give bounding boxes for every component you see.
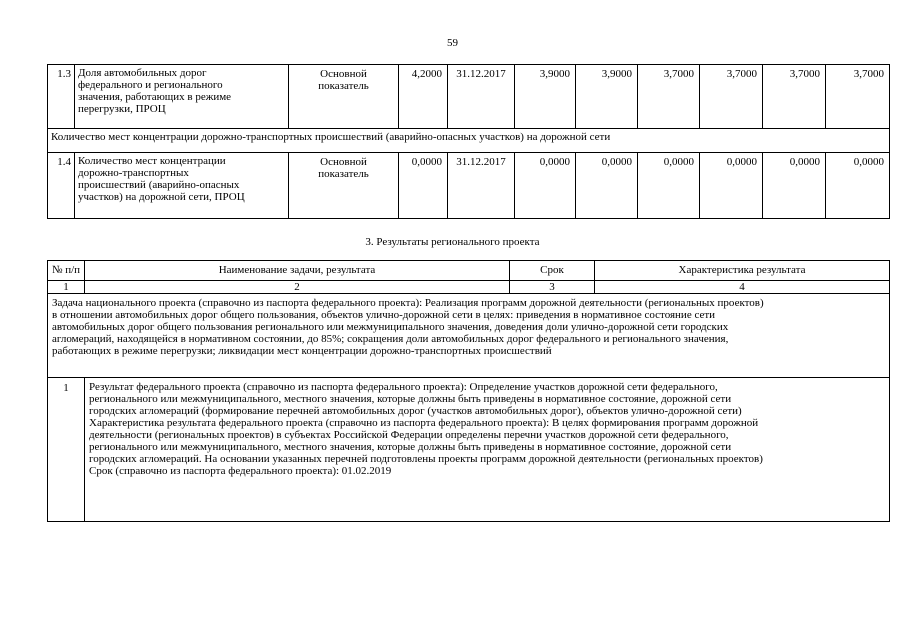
column-number: 2 [85, 281, 510, 294]
column-number: 3 [510, 281, 595, 294]
task-row [48, 294, 890, 378]
indicator-year-value: 0,0000 [638, 153, 700, 219]
indicator-year-value: 3,7000 [700, 65, 763, 129]
results-table [47, 260, 890, 522]
indicator-base-date: 31.12.2017 [448, 153, 515, 219]
indicator-year-value: 3,7000 [763, 65, 826, 129]
indicator-base-value: 4,2000 [399, 65, 448, 129]
indicator-number: 1.4 [48, 153, 75, 219]
indicator-type: Основной показатель [289, 153, 399, 219]
indicator-year-value: 3,7000 [638, 65, 700, 129]
result-row [48, 378, 890, 522]
indicator-section-heading: Количество мест концентрации дорожно-транспортных происшествий (аварийно-опасных участков) на дорожной сети [48, 129, 890, 153]
indicator-number: 1.3 [48, 65, 75, 129]
column-header: Срок [510, 261, 595, 281]
indicator-row [48, 153, 890, 219]
column-number: 4 [595, 281, 890, 294]
indicator-name: Доля автомобильных дорог федерального и регионального значения, работающих в режиме перегрузки, ПРОЦ [75, 65, 289, 129]
national-project-task: Задача национального проекта (справочно из паспорта федерального проекта): Реализация программ дорожной деятельности (региональных проектов) в отношении автомобильных дорог общего пользования, объектов улично-дорожной сети в целях: приведения в нормативное состояние сети автомобильных дорог общего пользования регионального или межмуниципального значения, доведения доли улично-дорожной сети городских агломераций, находящейся в нормативном состоянии, до 85%; сокращения доли автомобильных дорог федерального и регионального значения, работающих в режиме перегрузки; ликвидации мест концентрации дорожно-транспортных происшествий [48, 294, 890, 378]
results-header-row [48, 261, 890, 281]
indicators-table [47, 64, 890, 219]
section-title: 3. Результаты регионального проекта [365, 236, 540, 248]
indicator-year-value: 3,9000 [515, 65, 576, 129]
indicator-year-value: 0,0000 [700, 153, 763, 219]
result-description: Результат федерального проекта (справочно из паспорта федерального проекта): Определение участков дорожной сети федерального, регионального или межмуниципального, местного значения, которые должны быть приведены в нормативное состояние, дорожной сети городских агломераций (формирование перечней автомобильных дорог (участков автомобильных дорог), объектов улично-дорожной сети) Характеристика результата федерального проекта (справочно из паспорта федерального проекта): В целях формирования программ дорожной деятельности (региональных проектов) в субъектах Российской Федерации определены перечни участков дорожной сети федерального, регионального или межмуниципального, местного значения, которые должны быть приведены в нормативное состояние, дорожной сети городских агломераций. На основании указанных перечней подготовлены проекты программ дорожной деятельности (региональных проектов) Срок (справочно из паспорта федерального проекта): 01.02.2019 [85, 378, 890, 522]
indicator-year-value: 0,0000 [763, 153, 826, 219]
result-number: 1 [48, 378, 85, 522]
indicator-type: Основной показатель [289, 65, 399, 129]
indicator-base-date: 31.12.2017 [448, 65, 515, 129]
column-header: № п/п [48, 261, 85, 281]
page-number: 59 [447, 37, 458, 49]
indicator-year-value: 3,7000 [826, 65, 890, 129]
indicator-year-value: 3,9000 [576, 65, 638, 129]
indicator-year-value: 0,0000 [576, 153, 638, 219]
indicator-year-value: 0,0000 [515, 153, 576, 219]
column-header: Характеристика результата [595, 261, 890, 281]
indicator-name: Количество мест концентрации дорожно-транспортных происшествий (аварийно-опасных участков) на дорожной сети, ПРОЦ [75, 153, 289, 219]
column-number-row [48, 281, 890, 294]
indicator-section-row [48, 129, 890, 153]
indicator-row [48, 65, 890, 129]
indicator-base-value: 0,0000 [399, 153, 448, 219]
column-number: 1 [48, 281, 85, 294]
column-header: Наименование задачи, результата [85, 261, 510, 281]
indicator-year-value: 0,0000 [826, 153, 890, 219]
